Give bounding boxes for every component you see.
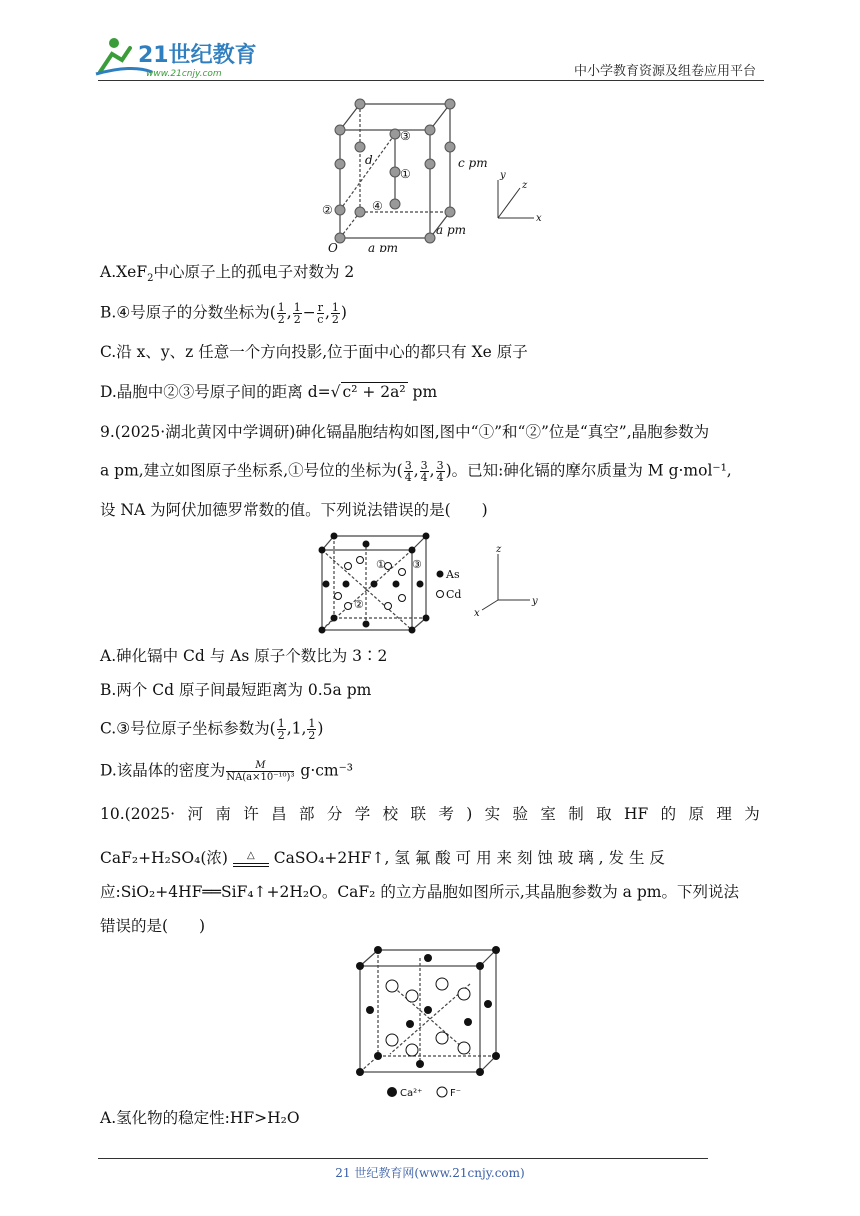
svg-text:z: z bbox=[522, 180, 528, 191]
cdas-cell-figure bbox=[316, 532, 556, 638]
caf2-cell-figure bbox=[350, 944, 510, 1100]
footer-text[interactable]: 21 世纪教育网(www.21cnjy.com) bbox=[335, 1166, 525, 1180]
svg-text:Cd: Cd bbox=[446, 588, 462, 601]
svg-text:y: y bbox=[500, 170, 506, 181]
q10-stem-line3: 应:SiO₂+4HF══SiF₄↑+2H₂O。CaF₂ 的立方晶胞如图所示,其晶胞参数为 a pm。下列说法 bbox=[100, 883, 739, 901]
q9-stem-line2: a pm,建立如图原子坐标系,①号位的坐标为( $\frac{3}{4}$ , $\frac{3}{4}$ , $\frac{3}{4}$ )。已知:砷化镉的摩尔质量为 M g·mol⁻¹, bbox=[100, 459, 732, 484]
svg-text:y: y bbox=[532, 596, 538, 607]
header-platform-text: 中小学教育资源及组卷应用平台 bbox=[573, 64, 756, 79]
svg-text:x: x bbox=[536, 213, 542, 224]
svg-text:d: d bbox=[365, 153, 373, 167]
svg-text:③: ③ bbox=[412, 558, 422, 571]
q9-option-c: C.③号位原子坐标参数为( $\frac{1}{2}$ ,1, $\frac{1}{2}$ ) bbox=[100, 717, 324, 742]
q9-option-d: D.该晶体的密度为 $\frac{M}{\text{NA(a×10⁻¹⁰)³}}$ g·cm⁻³ bbox=[100, 760, 354, 783]
svg-text:②: ② bbox=[354, 598, 364, 611]
svg-text:④: ④ bbox=[372, 199, 383, 213]
q9-option-b: B.两个 Cd 原子间最短距离为 0.5a pm bbox=[100, 681, 372, 699]
svg-text:www.21cnjy.com: www.21cnjy.com bbox=[146, 69, 222, 79]
svg-text:As: As bbox=[446, 568, 460, 581]
q10-option-a: A.氢化物的稳定性:HF>H₂O bbox=[100, 1109, 300, 1127]
site-logo bbox=[92, 34, 262, 80]
q8-option-c: C.沿 x、y、z 任意一个方向投影,位于面中心的都只有 Xe 原子 bbox=[100, 343, 528, 361]
q10-stem-line4: 错误的是( ) bbox=[100, 917, 206, 935]
svg-text:x: x bbox=[474, 608, 480, 619]
svg-text:②: ② bbox=[322, 203, 333, 217]
svg-text:c pm: c pm bbox=[458, 156, 488, 170]
q10-stem-line2: CaF₂+H₂SO₄(浓) △ CaSO₄+2HF↑, 氢 氟 酸 可 用 来 刻 蚀 玻 璃 , 发 生 反 bbox=[100, 849, 665, 867]
q8-option-a: A.XeF$_2$中心原子上的孤电子对数为 2 bbox=[100, 263, 355, 285]
svg-text:O: O bbox=[328, 241, 338, 252]
footer-divider bbox=[98, 1158, 708, 1159]
q10-stem-line1: 10.(2025· 河 南 许 昌 部 分 学 校 联 考 ) 实 验 室 制 取 HF 的 原 理 为 bbox=[100, 805, 760, 823]
q8-option-b: B.④号原子的分数坐标为( $\frac{1}{2}$ , $\frac{1}{2}$ − $\frac{r}{c}$ , $\frac{1}{2}$ ) bbox=[100, 301, 347, 326]
svg-text:F⁻: F⁻ bbox=[450, 1088, 462, 1099]
svg-text:Ca²⁺: Ca²⁺ bbox=[400, 1088, 423, 1099]
svg-text:z: z bbox=[496, 544, 502, 555]
q8-option-d: D.晶胞中②③号原子间的距离 d=√ c² + 2a² pm bbox=[100, 383, 438, 401]
heating-symbol: △ bbox=[247, 850, 255, 861]
q9-option-a: A.砷化镉中 Cd 与 As 原子个数比为 3∶2 bbox=[100, 647, 388, 665]
svg-text:a pm: a pm bbox=[436, 223, 467, 237]
svg-text:③: ③ bbox=[400, 129, 411, 143]
svg-text:a pm: a pm bbox=[368, 241, 399, 252]
header-divider bbox=[98, 80, 764, 81]
q9-stem-line1: 9.(2025·湖北黄冈中学调研)砷化镉晶胞结构如图,图中“①”和“②”位是“真空”,晶胞参数为 bbox=[100, 423, 710, 441]
svg-text:21世纪教育: 21世纪教育 bbox=[138, 43, 257, 68]
svg-text:①: ① bbox=[376, 558, 386, 571]
svg-text:①: ① bbox=[400, 167, 411, 181]
q9-stem-line3: 设 NA 为阿伏加德罗常数的值。下列说法错误的是( ) bbox=[100, 501, 488, 519]
xef2-cell-figure bbox=[320, 92, 550, 252]
